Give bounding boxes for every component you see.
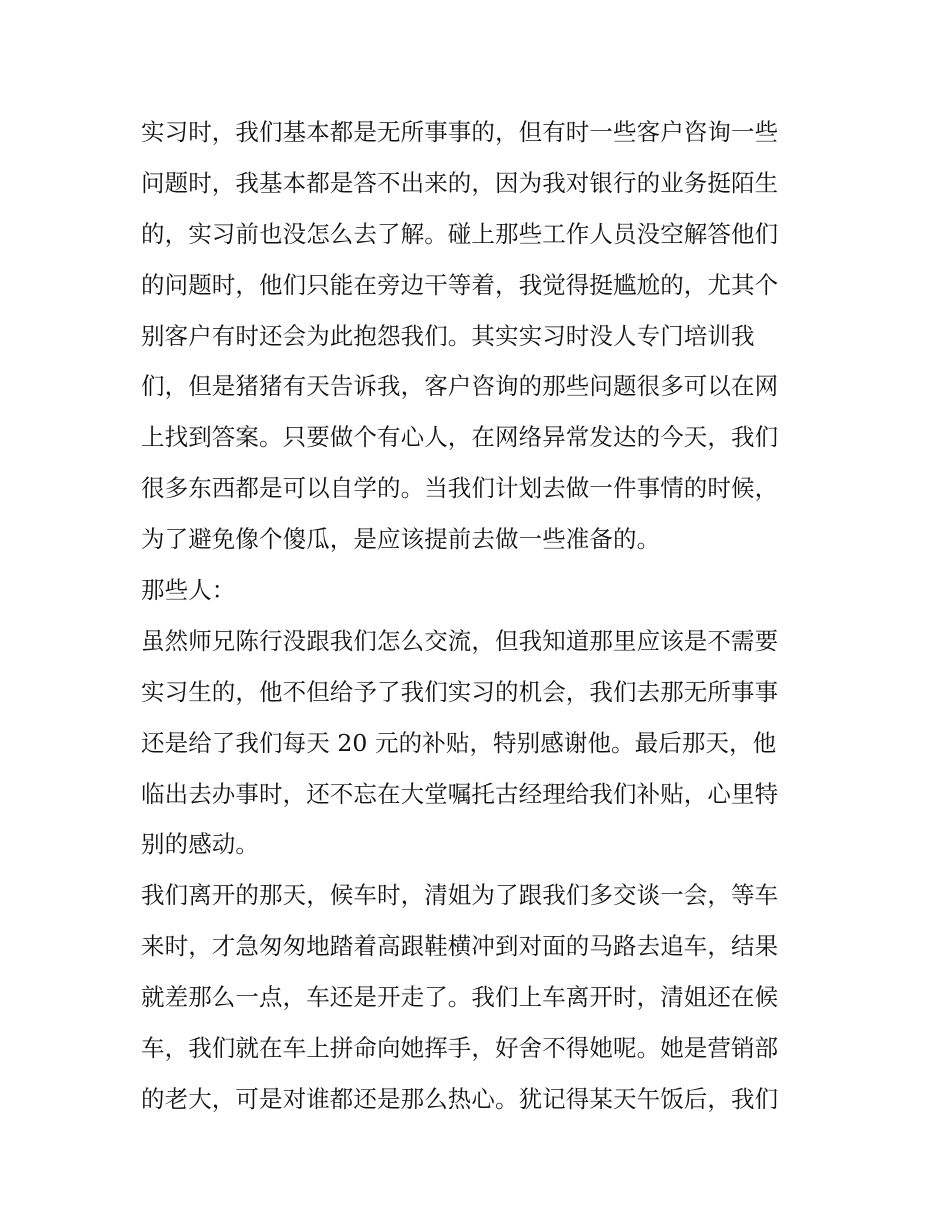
text-line: 为了避免像个傻瓜，是应该提前去做一些准备的。 [141,525,661,554]
text-line: 我们离开的那天，候车时，清姐为了跟我们多交谈一会，等车 [141,881,779,910]
text-line: 临出去办事时，还不忘在大堂嘱托古经理给我们补贴，心里特 [141,779,779,808]
body-text [141,107,821,1125]
text-line: 的问题时，他们只能在旁边干等着，我觉得挺尴尬的，尤其个 [141,270,779,299]
text-line: 来时，才急匆匆地踏着高跟鞋横冲到对面的马路去追车，结果 [141,932,779,961]
text-line: 的，实习前也没怎么去了解。碰上那些工作人员没空解答他们 [141,219,779,248]
section-heading: 那些人： [141,576,236,605]
text-line: 还是给了我们每天 20 元的补贴，特别感谢他。最后那天，他 [141,728,777,757]
text-line: 车，我们就在车上拼命向她挥手，好舍不得她呢。她是营销部 [141,1034,779,1063]
text-line: 虽然师兄陈行没跟我们怎么交流，但我知道那里应该是不需要 [141,626,779,655]
text-line: 别的感动。 [141,830,259,859]
text-line: 别客户有时还会为此抱怨我们。其实实习时没人专门培训我 [141,321,755,350]
text-line: 问题时，我基本都是答不出来的，因为我对银行的业务挺陌生 [141,168,779,197]
text-line: 很多东西都是可以自学的。当我们计划去做一件事情的时候， [141,474,779,503]
text-line: 就差那么一点，车还是开走了。我们上车离开时，清姐还在候 [141,983,779,1012]
text-line: 们，但是猪猪有天告诉我，客户咨询的那些问题很多可以在网 [141,372,779,401]
text-line: 上找到答案。只要做个有心人，在网络异常发达的今天，我们 [141,423,779,452]
text-line: 实习时，我们基本都是无所事事的，但有时一些客户咨询一些 [141,118,779,146]
text-line: 实习生的，他不但给予了我们实习的机会，我们去那无所事事 [141,677,779,706]
text-line: 的老大，可是对谁都还是那么热心。犹记得某天午饭后，我们 [141,1084,779,1113]
